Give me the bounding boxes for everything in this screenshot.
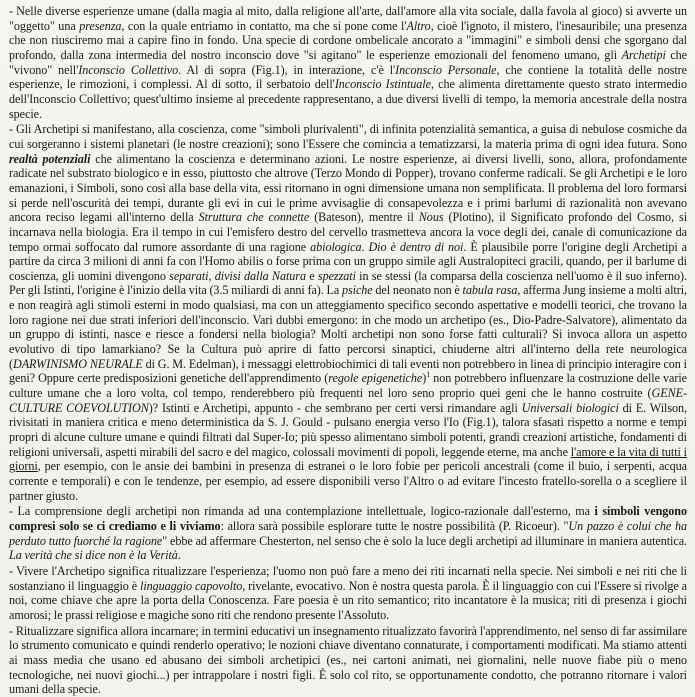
text-run: del neonato non è: [372, 283, 463, 298]
text-run: e: [305, 268, 318, 283]
italic-text: spezzati: [317, 268, 356, 283]
italic-text: Inconscio Collettivo: [78, 62, 179, 77]
text-run: )? Istinti e Archetipi, appunto - che sembrano per certi versi rimandare agli: [148, 400, 522, 415]
text-run: : allora sarà possibile esplorare tutte le nostre possibilità (P. Ricoeur). ": [220, 518, 569, 533]
text-run: ): [422, 371, 427, 386]
text-run: (Plotino), il Significato profondo del Cosmo, si incarnava nella biologia. Era il tempo in cui l'emisfero destro del cervello trasmetteva ancora la voce degli dei, canale di comunicazione da tempo ormai soffocato dal rumore assordante di una ragione: [9, 210, 688, 254]
italic-text: Universali biologici: [521, 400, 619, 415]
paragraph-archetypes-manifestation: [9, 122, 687, 503]
text-run: di E. Wilson, rivisitati in maniera critica e meno deterministica da S. J. Gould - pulsano energia verso l'Io (Fig.1), talora sfasati rispetto a norme e tempi propri di alcune culture umane e quindi filtrati dal Super-Io; più spesso alimentano simboli potenti, grandi creazioni artistiche, fondamenti di religioni universali, aspetti mirabili del sacro e del magico, colossali movimenti di popoli, leggende eterne, ma anche: [9, 400, 687, 459]
text-run: (Bateson), mentre il: [309, 210, 419, 225]
text-run: . Al di sopra (Fig.1), in interazione, c'è l': [178, 62, 396, 77]
text-run: , che contiene la totalità delle nostre esperienze, le rimozioni, i complessi. Al di sotto, il serbatoio dell': [9, 62, 687, 92]
italic-text: Inconscio Istintuale: [334, 77, 431, 92]
text-run: .: [361, 239, 369, 254]
text-run: . È plausibile porre l'origine degli Archetipi a partire da circa 3 milioni di anni fa con l'Homo abilis o forse prima con un gruppo simile agli Australopiteci gracili, quando, per il barlume di coscienza, gli uomini divengono: [9, 239, 687, 283]
italic-text: Nous: [418, 210, 444, 225]
text-run: - Ritualizzare significa allora incarnare; in termini educativi un insegnamento ritualizzato favorirà l'apprendimento, nel senso di far assimilare lo strumento comunicato e quindi renderlo operativo; le nozioni chiave diventano connaturate, i comportamenti modificati. Ma stiamo attenti ai mass media che usano ed abusano dei simboli archetipici (es., nei cartoni animati, nei giornalini, nelle nuove fiabe più o meno tecnologiche, nei nuovi giochi...) per intrappolare i nostri figli. È solo col rito, se opportunamente condotto, che potranno ritornare i valori umani della specie.: [9, 623, 687, 697]
italic-text: Archetipi: [621, 47, 666, 62]
italic-text: La verità che si dice non è la Verità: [9, 548, 178, 563]
text-run: che alimentano la coscienza e determinano azioni. Le nostre esperienze, ai diversi livelli, sono, allora, profondamente radicate nel substrato biologico e in esso, piuttosto che altrove (Terzo Mondo di Popper), trovano conferme radicali. Se gli Archetipi e le loro emanazioni, i Simboli, sono così alla base della vita, essi ritornano in ogni dimensione umana non semplificata. Il problema del loro formarsi si perde nell'oscurità dei tempi, durante gli evi in cui le prime avvisaglie di consapevolezza e i primi barlumi di razionalità non avevano ancora reciso legami all'interno della: [9, 151, 687, 225]
text-run: non potrebbero influenzare la costruzione delle varie culture umane che a loro volta, col tempo, renderebbero più frequenti nel loro seno proprio quei geni che le hanno costruite (: [9, 371, 687, 401]
text-run: che "vivono" nell': [9, 47, 687, 77]
italic-text: separati, divisi dalla Natura: [169, 268, 306, 283]
text-run: di G. M. Edelman), i messaggi elettrobiochimici di tali eventi non potrebbero in linea di principio interagire con i geni? Oppure certe predisposizioni genetiche dell'apprendimento (: [9, 356, 687, 386]
footnote-marker: 1: [426, 370, 431, 380]
text-run: .: [177, 548, 181, 563]
text-run: - Nelle diverse esperienze umane (dalla magia al mito, dalla religione all'arte, dall'amore alla vita sociale, dalla favola al gioco) si avverte un "oggetto" una: [9, 4, 687, 33]
text-run: " ebbe ad affermare Chesterton, nel senso che è solo la luce degli archetipi ad illuminare in maniera autentica.: [162, 533, 687, 548]
italic-text: Struttura che connette: [198, 210, 310, 225]
text-run: , che alimenta direttamente questo strato intermedio dell'Inconscio Collettivo; quest'ultimo insieme al precedente rappresentano, a due diversi livelli di tempo, la memoria ancestrale della nostra specie.: [9, 77, 687, 121]
underlined-text: l'amore e la vita di tutti i giorni: [9, 444, 687, 474]
italic-text: Dio è dentro di noi: [368, 239, 464, 254]
italic-text: Un pazzo è colui che ha perduto tutto fuorché la ragione: [9, 518, 687, 548]
italic-text: tabula rasa: [462, 283, 518, 298]
italic-text: abiologica: [310, 239, 362, 254]
text-run: , afferma Jung insieme a molti altri, e non reagirà agli stimoli esterni in modo qualsiasi, ma con un atteggiamento specifico secondo aspettative e modelli teorici, che trovano la loro ragione nei due strati inferiori dell'inconscio. Vari dubbi emergono: in che modo un archetipo (es., Dio-Padre-Salvatore), alimentato da un gruppo di istinti, nasce e riesce a fondersi nella biologia? Molti archetipi non sono forse fatti culturali? Si invoca allora un aspetto evolutivo di tipo lamarkiano? Se la Cultura può aprire di fatto percorsi sinaptici, chiuderne altri all'interno della rete neurologica (: [9, 283, 687, 371]
italic-text: regole epigenetiche: [328, 371, 423, 386]
italic-text: GENE-CULTURE COEVOLUTION: [9, 386, 687, 415]
italic-text: DARWINISMO NEURALE: [12, 356, 143, 371]
paragraph-ritualize: [9, 624, 687, 697]
paragraph-archetypes-presence: [9, 4, 687, 121]
text-run: , per esempio, con le ansie dei bambini in presenza di estranei o le loro fobie per pericoli ancestrali (come il buio, i serpenti, acqua corrente e temporali) e con le tendenze, per esempio, ad essere disponibili verso l'Altro o ad evitare l'incesto fratello-sorella o a scegliere il partner giusto.: [9, 459, 687, 503]
italic-text: Inconscio Personale: [395, 62, 497, 77]
italic-text: Altro: [406, 18, 431, 33]
paragraph-understanding-archetypes: [9, 504, 687, 563]
text-run: - Gli Archetipi si manifestano, alla coscienza, come "simboli plurivalenti", di infinita potenzialità semantica, a guisa di nebulose cosmiche da cui sorgeranno i sistemi planetari (le nostre creazioni); sono l'Essere che comincia a tematizzarsi, la materia prima di ogni idea futura. Sono: [9, 122, 687, 151]
text-run: in se stessi (la comparsa della coscienza nell'uomo è il suo inferno). Per gli Istinti, l'origine è l'inizio della vita (3.5 miliardi di anni fa). La: [9, 268, 687, 298]
text-run: - La comprensione degli archetipi non rimanda ad una contemplazione intellettuale, logico-razionale dall'esterno, ma: [9, 504, 595, 519]
text-run: , cioè l'ignoto, il mistero, l'inesauribile; una presenza che non riusciremo mai a capire fino in fondo. Una specie di cordone ombelicale ancorato a "immagini" e simboli densi che sgorgano dal profondo, dalla zona intermedia del nostro inconscio dove "si agitano" le esperienze emozionali del fenomeno umano, gli: [9, 18, 687, 62]
text-run: , con la quale entriamo in contatto, ma che si pone come l': [121, 18, 407, 33]
text-run: , rivelante, evocativo. Non è nostra questa parola. È il linguaggio con cui l'Essere si rivolge a noi, come chiave che apre la porta della Conoscenza. Fare poesia è un rito semantico; rito incantatore è la musica; riti di presenza i giochi amorosi; le prassi religiose e magiche sono riti che rendono presente l'Assoluto.: [9, 578, 687, 622]
bold-text: i simboli vengono compresi solo se ci crediamo e li viviamo: [9, 504, 687, 533]
italic-text: psiche: [341, 283, 373, 298]
text-run: - Vivere l'Archetipo significa ritualizzare l'esperienza; l'uomo non può fare a meno dei riti incarnati nella specie. Nei simboli e nei riti che li sostanziano il linguaggio è: [9, 563, 687, 593]
bold-italic-text: realtà potenziali: [9, 151, 91, 166]
italic-text: linguaggio capovolto: [140, 578, 243, 593]
paragraph-living-archetype: [9, 564, 687, 623]
italic-text: presenza: [79, 18, 122, 33]
